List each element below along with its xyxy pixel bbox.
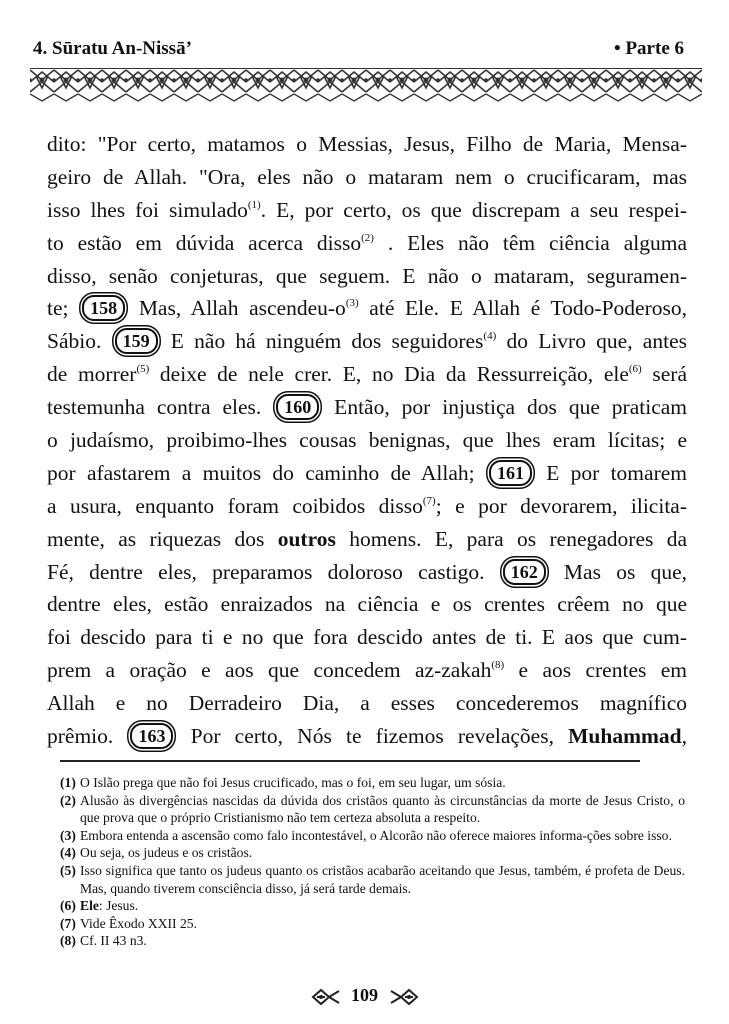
text-line [47, 457, 687, 490]
footnote-reference: (1) [247, 198, 261, 211]
text-run: dito: "Por certo, matamos o Messias, Jesus, Filho de Maria, Mensa- [47, 132, 687, 156]
footnote [60, 915, 685, 933]
text-run: , [681, 724, 687, 749]
text-line [47, 424, 687, 457]
right-ornament-icon [389, 988, 419, 1006]
text-line [47, 358, 687, 391]
text-line [47, 325, 687, 358]
text-run: será [641, 362, 687, 387]
text-run: Alusão às divergências nascidas da dúvida dos cristãos quanto às circunstâncias da morte de Jesus Cristo, o que prova que o próprio Cristianismo não tem certeza absoluta a respeito. [80, 792, 685, 826]
footnote-number: (3) [60, 827, 76, 843]
main-text [47, 128, 687, 753]
verse-number-marker: 159 [115, 328, 158, 354]
ornamental-border [30, 68, 702, 102]
footnote-separator [60, 760, 640, 762]
text-run: prem a oração e aos que concedem az-zakah [47, 658, 492, 683]
footnote-reference: (2) [361, 231, 374, 244]
footnote-number: (5) [60, 862, 76, 878]
footnote-text [80, 827, 685, 845]
footnote-number: (8) [60, 933, 76, 949]
text-run: Embora entenda a ascensão como falo incontestável, o Alcorão não oferece maiores informa-ções sobre isso. [80, 827, 672, 843]
footnote-number: (2) [60, 792, 76, 808]
footnote-number: (6) [60, 898, 76, 914]
text-line [47, 654, 687, 687]
text-line [47, 720, 687, 753]
footnote [60, 844, 685, 862]
text-run: Então, por injustiça dos que praticam [322, 395, 688, 420]
text-line [47, 292, 687, 325]
part-label: • Parte 6 [614, 38, 684, 59]
text-run: testemunha contra eles. [47, 395, 274, 420]
footnote-number: (7) [60, 915, 76, 931]
text-run: Allah e no Derradeiro Dia, a esses concederemos magnífico [47, 691, 687, 716]
text-run: to estão em dúvida acerca disso [47, 230, 362, 255]
footnote-text [80, 774, 685, 792]
footnote [60, 792, 685, 827]
text-run: disso, senão conjeturas, que seguem. E não o mataram, seguramen- [47, 263, 687, 288]
text-run: e aos crentes em [504, 658, 687, 683]
text-run: Por certo, Nós te fizemos revelações, [176, 724, 569, 749]
footnote-text [80, 932, 685, 950]
footnote-reference: (4) [483, 330, 497, 343]
text-line [47, 523, 687, 556]
text-run: Isso significa que tanto os judeus quanto os cristãos acabarão aceitando que Jesus, também, é profeta de Deus. Mas, quando tiverem consciência disso, já será tarde demais. [80, 862, 685, 896]
text-run: prêmio. [47, 724, 128, 749]
verse-number-marker: 163 [130, 723, 173, 749]
running-header [33, 38, 684, 64]
text-line [47, 588, 687, 621]
verse-number-marker: 162 [503, 559, 546, 585]
footnote-number: (1) [60, 775, 76, 790]
footnote-reference: (8) [491, 659, 505, 672]
text-run: Sábio. [47, 329, 112, 354]
footnote-text [80, 915, 685, 933]
text-run: . Eles não têm ciência alguma [373, 230, 688, 255]
text-run: do Livro que, antes [496, 329, 687, 354]
text-line [47, 227, 687, 260]
bold-text: Muhammad [568, 724, 682, 749]
footnote-text [80, 844, 685, 862]
text-run: Mas, Allah ascendeu-o [128, 296, 346, 321]
bold-text: outros [277, 526, 336, 551]
text-run: te; [47, 296, 80, 321]
footnote [60, 932, 685, 950]
text-line [47, 391, 687, 424]
text-run: dentre eles, estão enraizados na ciência e os crentes crêem no que [47, 592, 687, 617]
left-ornament-icon [311, 988, 341, 1006]
footnote-text [80, 897, 685, 915]
verse-number-marker: 160 [276, 394, 319, 420]
text-run: O Islão prega que não foi Jesus crucificado, mas o foi, em seu lugar, um sósia. [80, 775, 506, 790]
footnote [60, 862, 685, 897]
text-run: Fé, dentre eles, preparamos doloroso castigo. [47, 559, 500, 584]
footnote [60, 827, 685, 845]
text-run: . E, por certo, os que discrepam a seu respei- [260, 197, 687, 222]
text-run: a usura, enquanto foram coibidos disso [47, 493, 423, 518]
text-run: ; e por devorarem, ilicita- [435, 493, 687, 518]
text-run: : Jesus. [98, 898, 139, 914]
footnote-reference: (7) [422, 494, 436, 507]
footnote-reference: (6) [628, 363, 642, 376]
text-run: até Ele. E Allah é Todo-Poderoso, [358, 296, 687, 321]
text-run: mente, as riquezas dos [47, 526, 278, 551]
verse-number-marker: 161 [489, 460, 532, 486]
text-run: Vide Êxodo XXII 25. [80, 915, 197, 931]
text-run: geiro de Allah. "Ora, eles não o mataram nem o crucificaram, mas [47, 164, 687, 189]
text-line [47, 556, 687, 589]
text-run: Cf. II 43 n3. [80, 933, 147, 949]
text-run: Ou seja, os judeus e os cristãos. [80, 845, 253, 861]
footnotes [60, 774, 685, 950]
text-line [47, 260, 687, 293]
footnote-reference: (5) [136, 363, 150, 376]
verse-number-marker: 158 [82, 295, 125, 321]
footnote [60, 774, 685, 792]
text-line [47, 621, 687, 654]
text-line [47, 687, 687, 720]
text-run: E por tomarem [534, 460, 687, 485]
bold-text: Ele [80, 898, 99, 914]
text-run: por afastarem a muitos do caminho de Allah; [47, 460, 486, 485]
text-run: o judaísmo, proibimo-lhes cousas benignas, que lhes eram lícitas; e [47, 428, 687, 453]
footnote-number: (4) [60, 845, 76, 861]
text-run: Mas os que, [548, 559, 687, 584]
text-run: deixe de nele crer. E, no Dia da Ressurreição, ele [149, 362, 629, 387]
footnote-reference: (3) [345, 297, 359, 310]
text-line [47, 161, 687, 194]
page-number: 109 [351, 985, 378, 1005]
surah-title: 4. Sūratu An-Nissā’ [33, 38, 192, 59]
text-line [47, 128, 687, 161]
text-line [47, 194, 687, 227]
text-run: E não há ninguém dos seguidores [160, 329, 484, 354]
text-run: de morrer [47, 362, 137, 387]
footnote [60, 897, 685, 915]
text-run: homens. E, para os renegadores da [335, 526, 687, 551]
text-run: foi descido para ti e no que fora descido antes de ti. E aos que cum- [47, 625, 687, 650]
page-footer [0, 985, 729, 1006]
footnote-text [80, 862, 685, 897]
text-line [47, 490, 687, 523]
footnote-text [80, 792, 685, 827]
text-run: isso lhes foi simulado [47, 197, 248, 222]
